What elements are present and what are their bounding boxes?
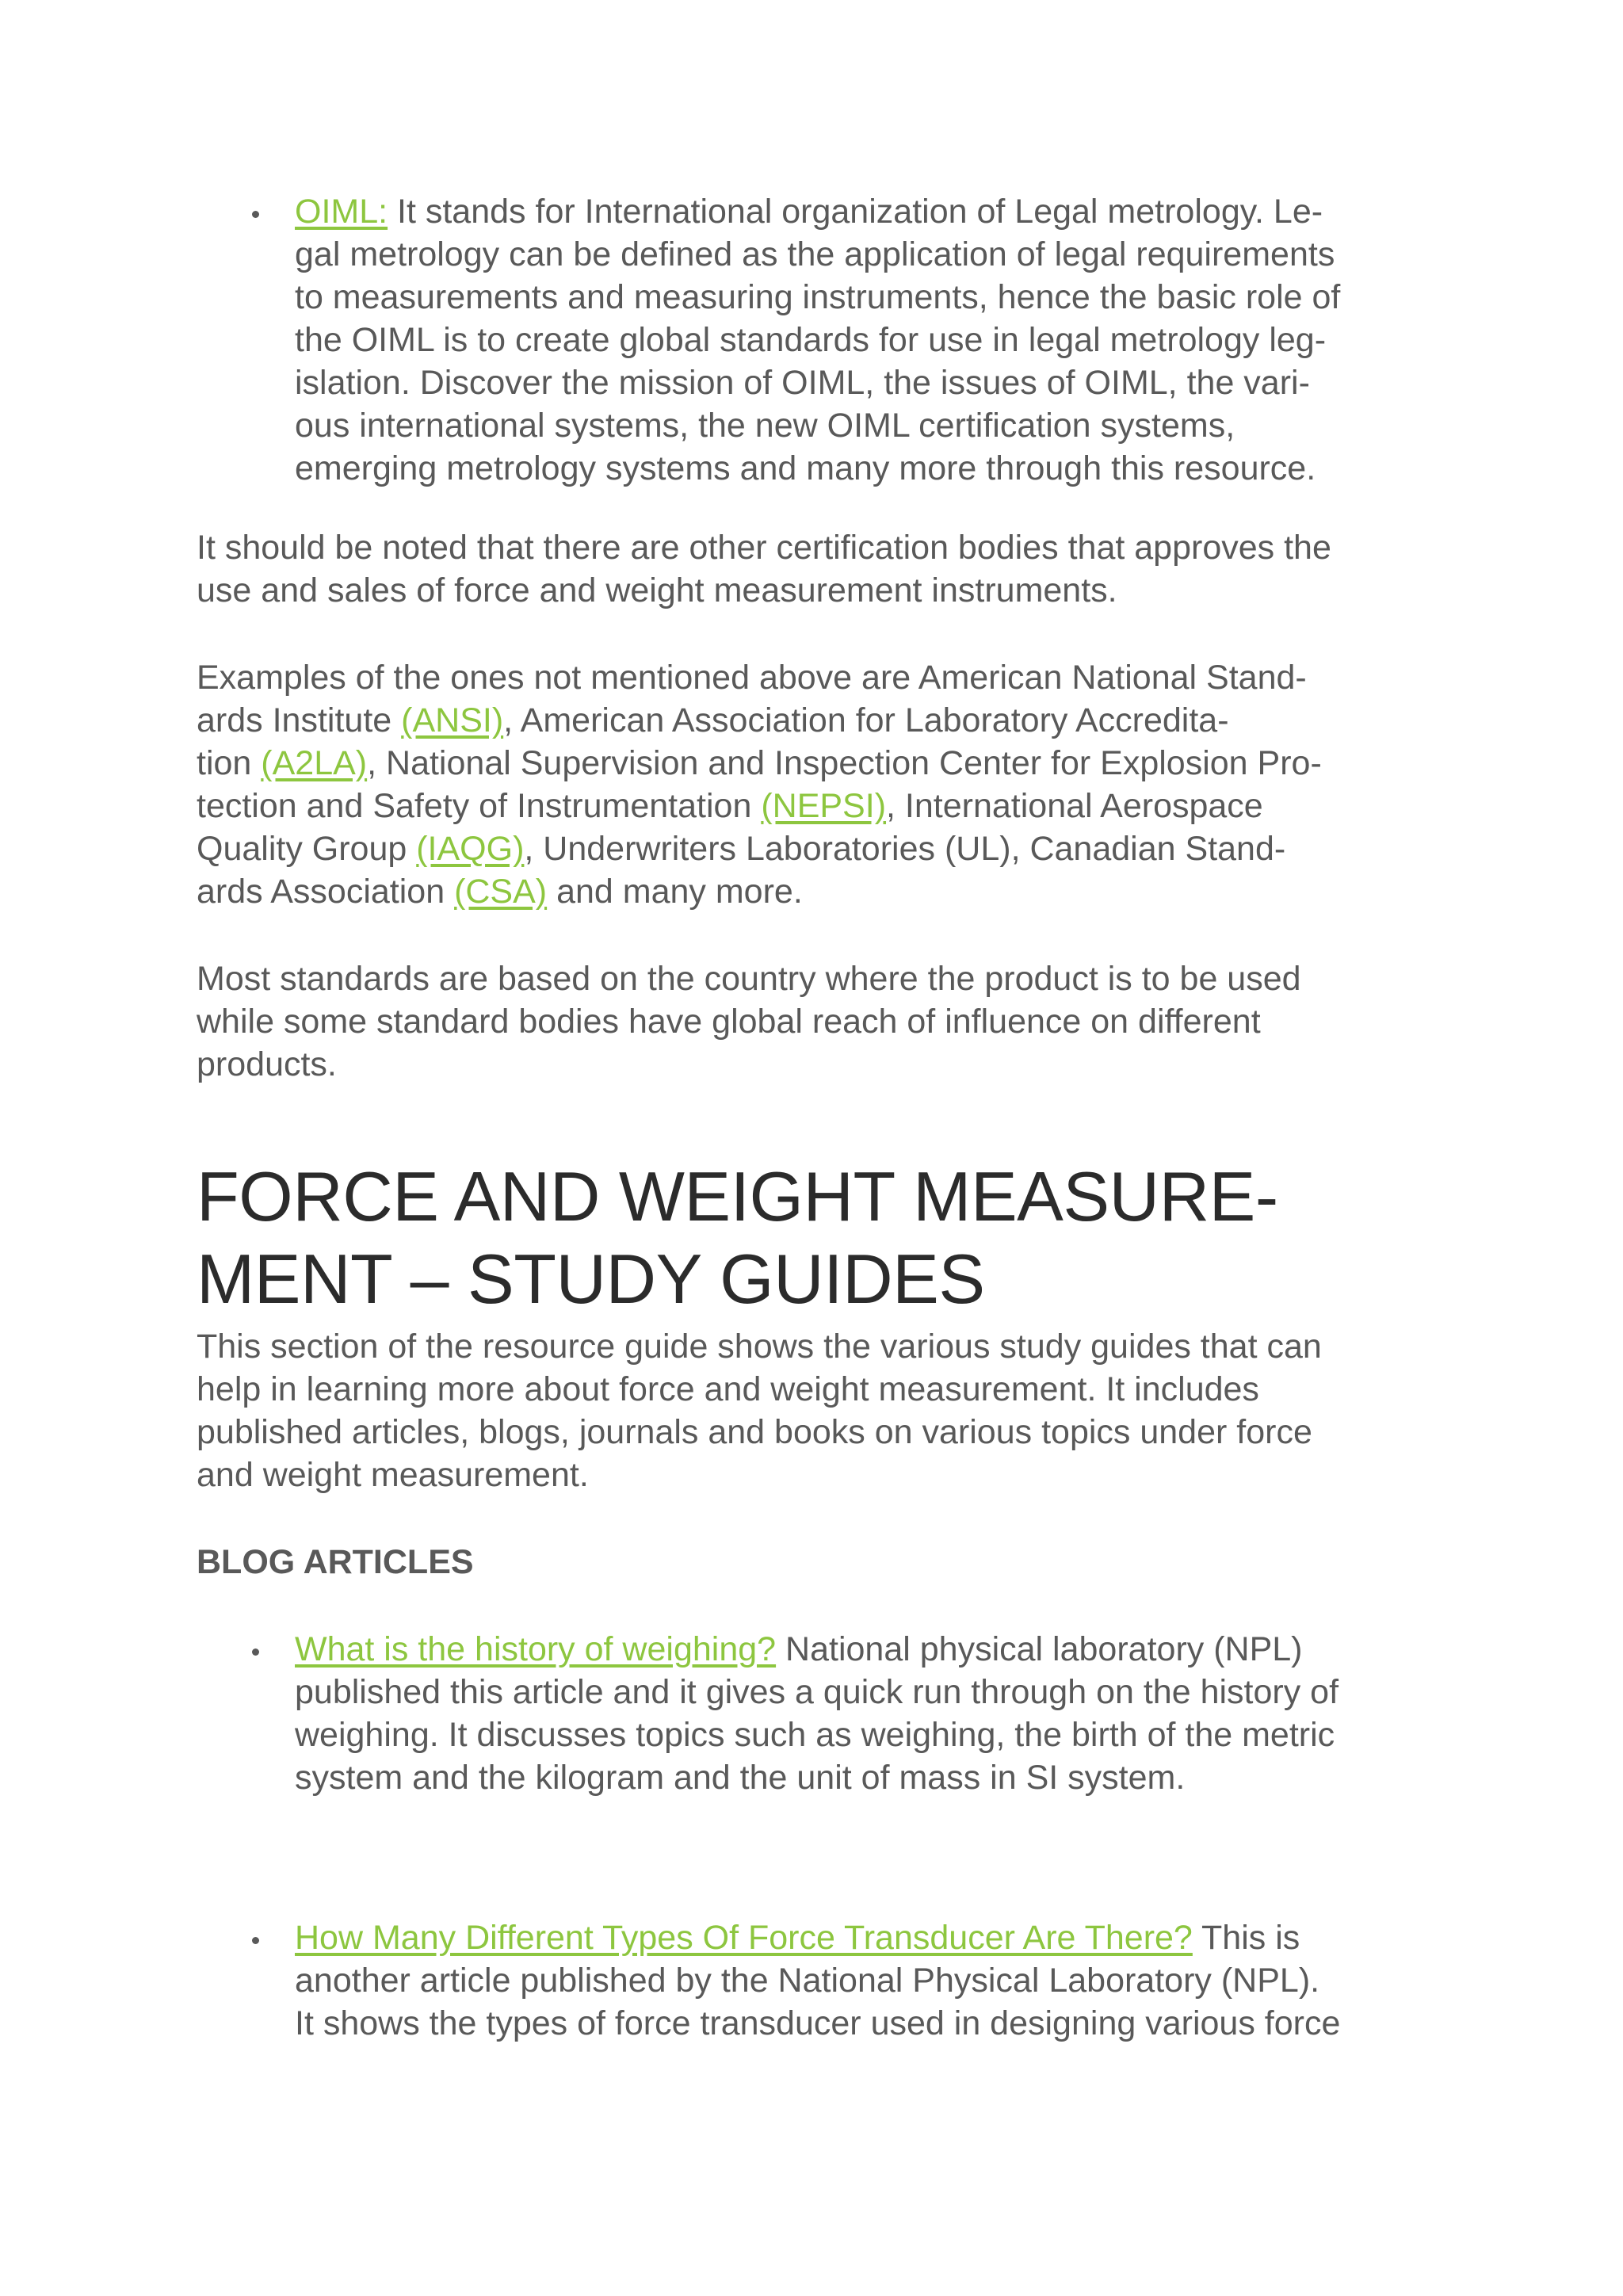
- iaqg-link[interactable]: (IAQG): [416, 830, 525, 868]
- text-line: tion: [197, 744, 262, 782]
- text-line: , American Association for Laboratory Accredita-: [503, 701, 1229, 739]
- paragraph-section-intro: [197, 1325, 1433, 1496]
- blog-articles-heading: BLOG ARTICLES: [197, 1543, 474, 1581]
- list-item-history-weighing: [197, 1628, 1433, 1799]
- text-line: gal metrology can be defined as the application of legal requirements: [295, 235, 1335, 273]
- text-line: , Underwriters Laboratories (UL), Canadian Stand-: [524, 830, 1286, 868]
- oiml-list: [197, 190, 1433, 490]
- text-line: Most standards are based on the country where the product is to be used: [197, 960, 1301, 998]
- blog-list-2: [197, 1916, 1433, 2045]
- text-line: Examples of the ones not mentioned above are American National Stand-: [197, 659, 1307, 697]
- blog-list-1: [197, 1628, 1433, 1799]
- text-line: products.: [197, 1045, 337, 1083]
- text-line: system and the kilogram and the unit of mass in SI system.: [295, 1759, 1186, 1797]
- nepsi-link[interactable]: (NEPSI): [761, 787, 887, 825]
- heading-line: FORCE AND WEIGHT MEASURE-: [197, 1157, 1278, 1236]
- text-line: islation. Discover the mission of OIML, the issues of OIML, the vari-: [295, 364, 1310, 402]
- text-line: emerging metrology systems and many more through this resource.: [295, 449, 1316, 487]
- text-line: help in learning more about force and weight measurement. It includes: [197, 1370, 1259, 1408]
- text-line: tection and Safety of Instrumentation: [197, 787, 762, 825]
- text-line: ards Institute: [197, 701, 402, 739]
- text-line: It stands for International organization of Legal metrology. Le-: [388, 193, 1323, 231]
- force-transducer-link[interactable]: How Many Different Types Of Force Transducer Are There?: [295, 1919, 1193, 1957]
- text-line: weighing. It discusses topics such as weighing, the birth of the metric: [295, 1716, 1335, 1754]
- paragraph-examples: [197, 656, 1433, 913]
- text-line: use and sales of force and weight measurement instruments.: [197, 571, 1117, 609]
- text-line: , International Aerospace: [886, 787, 1263, 825]
- section-heading: [197, 1156, 1433, 1320]
- text-line: published articles, blogs, journals and books on various topics under force: [197, 1413, 1312, 1451]
- text-line: ous international systems, the new OIML certification systems,: [295, 407, 1235, 445]
- text-line: It shows the types of force transducer used in designing various force: [295, 2004, 1341, 2042]
- document-content: [197, 190, 1433, 2045]
- a2la-link[interactable]: (A2LA): [261, 744, 368, 782]
- list-item-oiml: [197, 190, 1433, 490]
- text-line: Quality Group: [197, 830, 417, 868]
- oiml-link[interactable]: OIML:: [295, 193, 388, 231]
- text-line: and weight measurement.: [197, 1456, 589, 1494]
- text-line: ards Association: [197, 873, 455, 911]
- heading-line: MENT – STUDY GUIDES: [197, 1240, 985, 1318]
- text-line: the OIML is to create global standards for use in legal metrology leg-: [295, 321, 1327, 359]
- text-line: and many more.: [547, 873, 803, 911]
- history-weighing-link[interactable]: What is the history of weighing?: [295, 1630, 777, 1668]
- list-item-force-transducer: [197, 1916, 1433, 2045]
- text-line: published this article and it gives a quick run through on the history of: [295, 1673, 1339, 1711]
- text-line: This is: [1192, 1919, 1300, 1957]
- text-line: This section of the resource guide shows the various study guides that can: [197, 1328, 1322, 1366]
- text-line: to measurements and measuring instruments, hence the basic role of: [295, 278, 1341, 316]
- text-line: It should be noted that there are other certification bodies that approves the: [197, 529, 1331, 567]
- paragraph-standards: [197, 957, 1433, 1086]
- ansi-link[interactable]: (ANSI): [401, 701, 504, 739]
- text-line: National physical laboratory (NPL): [776, 1630, 1303, 1668]
- csa-link[interactable]: (CSA): [454, 873, 548, 911]
- text-line: , National Supervision and Inspection Center for Explosion Pro-: [367, 744, 1322, 782]
- paragraph-other-bodies: [197, 526, 1433, 612]
- text-line: while some standard bodies have global reach of influence on different: [197, 1003, 1261, 1041]
- text-line: another article published by the National Physical Laboratory (NPL).: [295, 1962, 1320, 2000]
